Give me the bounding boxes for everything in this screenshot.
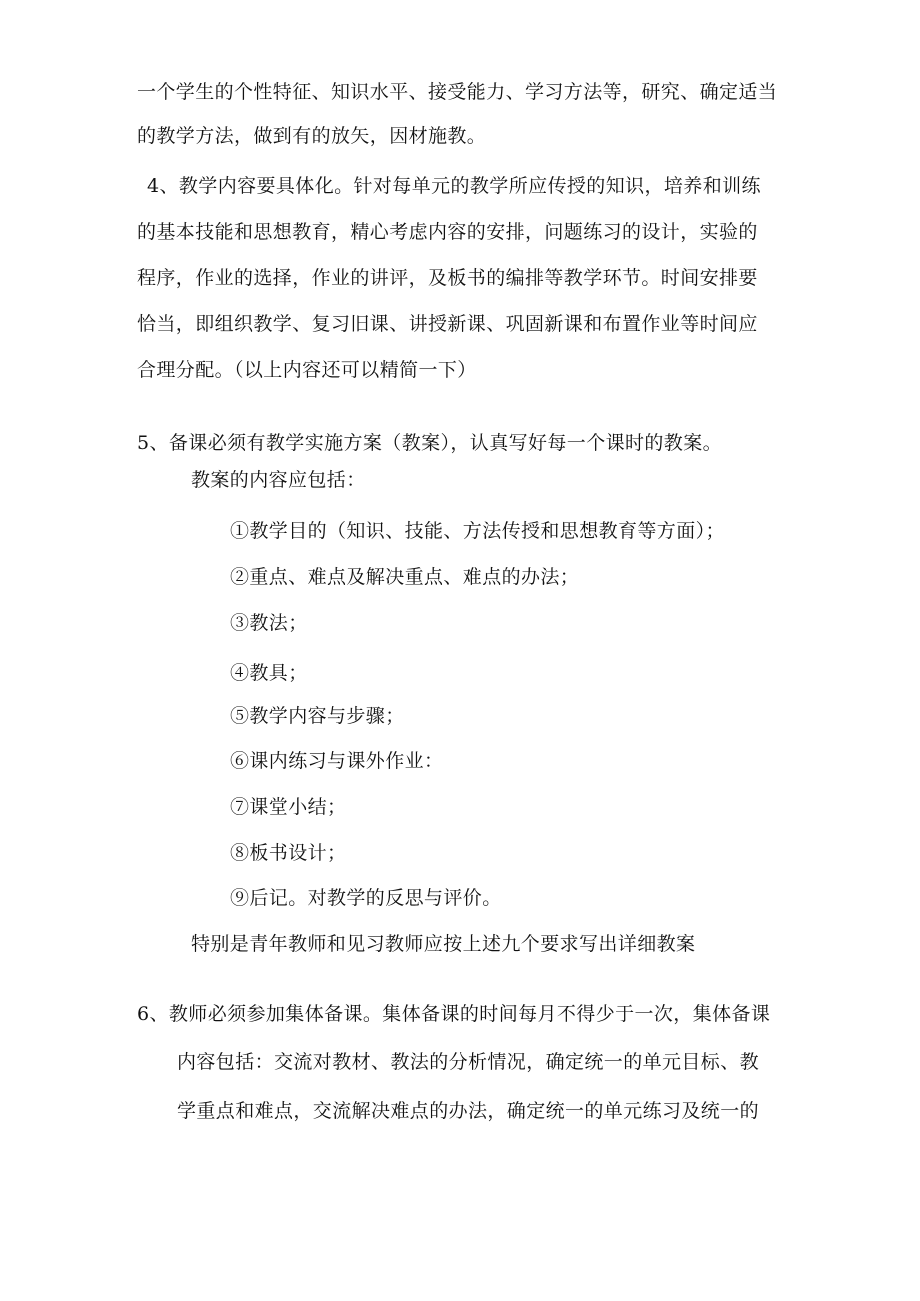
lesson-plan-item-1: ①教学目的（知识、技能、方法传授和思想教育等方面）； <box>230 520 725 542</box>
intro-line-1: 一个学生的个性特征、知识水平、接受能力、学习方法等，研究、确定适当 <box>137 81 778 103</box>
lesson-plan-item-5: ⑤教学内容与步骤； <box>230 705 405 727</box>
item6-line-3: 学重点和难点，交流解决难点的办法，确定统一的单元练习及统一的 <box>177 1100 760 1122</box>
item4-line-1: 4、教学内容要具体化。针对每单元的教学所应传授的知识，培养和训练 <box>147 175 761 197</box>
item4-line-2: 的基本技能和思想教育，精心考虑内容的安排，问题练习的设计，实验的 <box>137 221 758 243</box>
lesson-plan-item-3: ③教法； <box>230 612 308 634</box>
lesson-plan-item-9: ⑨后记。对教学的反思与评价。 <box>230 887 502 909</box>
lesson-plan-item-6: ⑥课内练习与课外作业： <box>230 750 444 772</box>
item6-line-2: 内容包括：交流对教材、教法的分析情况，确定统一的单元目标、教 <box>177 1051 760 1073</box>
item4-line-4: 恰当，即组织教学、复习旧课、讲授新课、巩固新课和布置作业等时间应 <box>137 313 758 335</box>
item4-line-5: 合理分配。（以上内容还可以精简一下） <box>137 359 477 381</box>
lesson-plan-item-2: ②重点、难点及解决重点、难点的办法； <box>230 566 580 588</box>
item6-line-1: 6、教师必须参加集体备课。集体备课的时间每月不得少于一次，集体备课 <box>137 1003 771 1025</box>
lesson-plan-item-7: ⑦课堂小结； <box>230 796 347 818</box>
lesson-plan-item-4: ④教具； <box>230 662 308 684</box>
item5-line: 5、备课必须有教学实施方案（教案），认真写好每一个课时的教案。 <box>137 432 722 454</box>
lesson-plan-note: 特别是青年教师和见习教师应按上述九个要求写出详细教案 <box>191 933 696 955</box>
lesson-plan-intro: 教案的内容应包括： <box>191 469 366 491</box>
intro-line-2: 的教学方法，做到有的放矢，因材施教。 <box>137 125 487 147</box>
item4-line-3: 程序，作业的选择，作业的讲评，及板书的编排等教学环节。时间安排要 <box>137 267 758 289</box>
lesson-plan-item-8: ⑧板书设计； <box>230 842 347 864</box>
